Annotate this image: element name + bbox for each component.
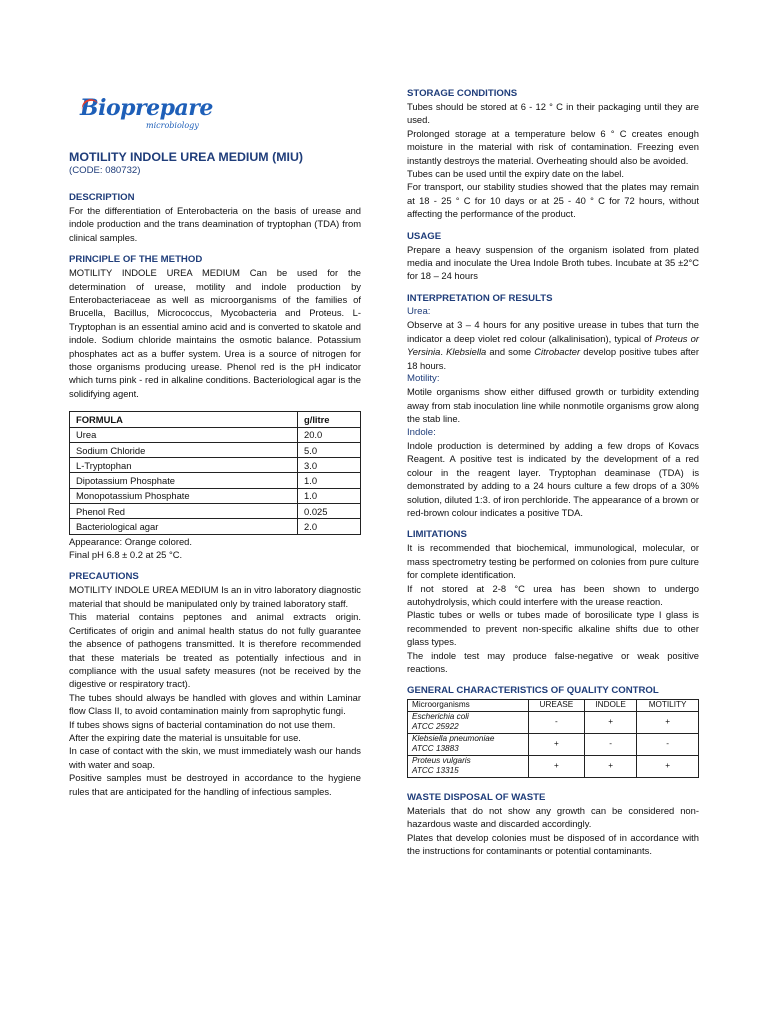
ingredient-amount: 1.0: [298, 473, 361, 488]
principle-heading: PRINCIPLE OF THE METHOD: [69, 254, 203, 266]
table-row: [70, 458, 361, 473]
limitations-heading: LIMITATIONS: [407, 529, 467, 541]
qc-indole: +: [585, 755, 637, 777]
precaution-paragraph: If tubes shows signs of bacterial contamination do not use them.: [69, 718, 336, 730]
table-row: [408, 733, 699, 755]
ingredient-name: Monopotassium Phosphate: [70, 488, 298, 503]
urea-label: Urea:: [407, 305, 431, 317]
limitation-paragraph: If not stored at 2-8 °C urea has been shown to undergo autohydrolysis, which could interfere with the urease reaction.: [407, 582, 699, 607]
urea-species-3: Citrobacter: [534, 346, 581, 358]
qc-urease: -: [528, 711, 584, 733]
company-logo: [80, 95, 213, 136]
precaution-paragraph: After the expiring date the material is unsuitable for use.: [69, 731, 301, 743]
storage-paragraph: Tubes can be used until the expiry date on the label.: [407, 168, 624, 180]
table-row: [70, 504, 361, 519]
indole-label: Indole:: [407, 426, 436, 438]
ingredient-name: Phenol Red: [70, 504, 298, 519]
qc-motility: +: [637, 755, 699, 777]
ingredient-amount: 2.0: [298, 519, 361, 534]
urea-species-1: Proteus or Yersinia: [407, 332, 699, 358]
document-title: MOTILITY INDOLE UREA MEDIUM (MIU): [69, 150, 304, 164]
precaution-paragraph: This material contains peptones and animal extracts origin. Certificates of origin and animal health status do not fully guarantee the absence of pathogens transmitted. It is therefore recommended that these materials be treated as potentially infectious and in compliance with the usual safety measures (not be received by the digestive or respiratory tract).: [69, 611, 361, 690]
logo-brand: Bioprepare: [80, 95, 213, 121]
appearance-text: Appearance: Orange colored.: [69, 535, 192, 547]
storage-paragraph: For transport, our stability studies showed that the plates may remain at 18 - 25 ° C for 10 days or at 25 - 40 ° C for 72 hours, without affecting the performance of the product.: [407, 181, 699, 220]
urea-text-a: Observe at 3 – 4 hours for any positive urease in tubes that turn the indicator a deep violet red colour (alkalinisation), typical of: [407, 319, 699, 344]
ph-text: Final pH 6.8 ± 0.2 at 25 °C.: [69, 549, 183, 561]
organism-atcc: ATCC 13315: [412, 766, 459, 776]
right-column: [407, 87, 699, 858]
ingredient-amount: 0.025: [298, 504, 361, 519]
precaution-paragraph: In case of contact with the skin, we must immediately wash our hands with water and soap.: [69, 745, 361, 770]
storage-paragraph: Prolonged storage at a temperature below 6 ° C creates enough moisture in the material with risk of contamination. Freezing even instantly destroys the material. Overheating should also be avoided.: [407, 127, 699, 166]
organism-name: Proteus vulgaris: [412, 755, 471, 765]
qc-motility: +: [637, 711, 699, 733]
table-row: [70, 473, 361, 488]
limitation-paragraph: It is recommended that biochemical, immunological, molecular, or mass spectrometry testing be performed on colonies from pure culture for complete identification.: [407, 542, 699, 581]
urea-species-2: Klebsiella: [446, 346, 487, 358]
precaution-paragraph: Positive samples must be destroyed in accordance to the hygiene rules that are anticipated for the handling of infectious samples.: [69, 772, 361, 797]
formula-table: [69, 411, 361, 534]
urea-text: [407, 318, 699, 372]
qc-organism: [408, 733, 529, 755]
interpretation-heading: INTERPRETATION OF RESULTS: [407, 292, 553, 304]
table-row: [408, 711, 699, 733]
qc-indole: +: [585, 711, 637, 733]
storage-paragraph: Tubes should be stored at 6 - 12 ° C in their packaging until they are used.: [407, 101, 699, 126]
table-row: [70, 519, 361, 534]
usage-heading: USAGE: [407, 230, 442, 242]
table-row: [70, 442, 361, 457]
limitation-paragraph: Plastic tubes or wells or tubes made of borosilicate type I glass is recommended to prevent non-specific alkaline shifts due to other glass types.: [407, 609, 699, 648]
ingredient-amount: 1.0: [298, 488, 361, 503]
ingredient-name: Urea: [70, 427, 298, 442]
formula-header-unit: g/litre: [298, 412, 361, 427]
ingredient-name: Dipotassium Phosphate: [70, 473, 298, 488]
organism-name: Escherichia coli: [412, 711, 469, 721]
organism-atcc: ATCC 25922: [412, 722, 459, 732]
description-text: For the differentiation of Enterobacteria on the basis of urease and indole production and the trans deamination of tryptophan (TDA) from clinical samples.: [69, 205, 361, 243]
ingredient-amount: 20.0: [298, 427, 361, 442]
urea-text-c: and some: [486, 346, 535, 358]
limitation-paragraph: The indole test may produce false-negative or weak positive reactions.: [407, 649, 699, 675]
qc-table: [407, 699, 699, 778]
qc-urease: +: [528, 755, 584, 777]
description-heading: DESCRIPTION: [69, 192, 135, 203]
qc-organism: [408, 711, 529, 733]
product-code: (CODE: 080732): [69, 165, 141, 176]
indole-text: Indole production is determined by adding a few drops of Kovacs Reagent. A positive test is indicated by the development of a red colour in the reagent layer. Tryptophan deaminase (TDA) is demonstrated by adding to a 24 hours culture a few drops of a 30% solution, diluted 1:3. of iron perchloride. The appearance of a brown or red-brown colour indicates a positive TDA.: [407, 439, 699, 518]
precaution-paragraph: The tubes should always be handled with gloves and within Laminar flow Class II, to avoid contamination mainly from saprophytic fungi.: [69, 691, 361, 717]
table-row: [70, 488, 361, 503]
principle-text: MOTILITY INDOLE UREA MEDIUM Can be used for the determination of urease, motility and indole production by Enterobacteriaceae as well as microorganisms of the families of Brucella, Bacillus, Micrococcus, Mycobacteria and Proteus. L-Tryptophan is an essential amino acid and is converted to skatole and indole. Sodium chloride maintains the osmotic balance. Potassium phosphates act as a buffer system. Urea is a source of nitrogen for those organisms producing urease. Phenol red is the pH indicator which turns pink - red in alkaline conditions. Bacteriological agar is the solidifying agent.: [69, 267, 361, 399]
ingredient-amount: 5.0: [298, 442, 361, 457]
qc-urease: +: [528, 733, 584, 755]
ingredient-amount: 3.0: [298, 458, 361, 473]
formula-header-name: FORMULA: [70, 412, 298, 427]
motility-text: Motile organisms show either diffused growth or turbidity extending away from stab inoculation line while nonmotile organisms grow along the stab line.: [407, 386, 699, 425]
waste-heading: WASTE DISPOSAL OF WASTE: [407, 791, 546, 803]
qc-heading: GENERAL CHARACTERISTICS OF QUALITY CONTROL: [407, 685, 659, 697]
qc-header-urease: UREASE: [528, 700, 584, 712]
precaution-paragraph: MOTILITY INDOLE UREA MEDIUM Is an in vitro laboratory diagnostic material that should be manipulated only by trained laboratory staff.: [69, 584, 361, 609]
formula-header-row: [70, 412, 361, 427]
ingredient-name: Sodium Chloride: [70, 442, 298, 457]
ingredient-name: Bacteriological agar: [70, 519, 298, 534]
logo-subtitle: microbiology: [146, 121, 199, 130]
table-row: [408, 755, 699, 777]
qc-header-indole: INDOLE: [585, 700, 637, 712]
table-row: [70, 427, 361, 442]
precautions-heading: PRECAUTIONS: [69, 571, 139, 583]
storage-heading: STORAGE CONDITIONS: [407, 88, 518, 99]
qc-header-organism: Microorganisms: [408, 700, 529, 712]
qc-indole: -: [585, 733, 637, 755]
waste-paragraph: Plates that develop colonies must be disposed of in accordance with the instructions for contaminants or potential contaminants.: [407, 831, 699, 857]
ingredient-name: L-Tryptophan: [70, 458, 298, 473]
qc-motility: -: [637, 733, 699, 755]
organism-name: Klebsiella pneumoniae: [412, 733, 495, 743]
qc-header-motility: MOTILITY: [637, 700, 699, 712]
urea-text-d: develop positive tubes after 18 hours.: [407, 346, 699, 371]
qc-organism: [408, 755, 529, 777]
usage-text: Prepare a heavy suspension of the organism isolated from plated media and inoculate the Urea Indole Broth tubes. Incubate at 35 ±2°C for 18 – 24 hours: [407, 243, 699, 282]
waste-paragraph: Materials that do not show any growth can be considered non-hazardous waste and discarded accordingly.: [407, 804, 699, 830]
motility-label: Motility:: [407, 372, 440, 384]
qc-header-row: [408, 700, 699, 712]
organism-atcc: ATCC 13883: [412, 744, 459, 754]
urea-text-b: .: [440, 346, 447, 358]
left-column: [69, 191, 361, 798]
